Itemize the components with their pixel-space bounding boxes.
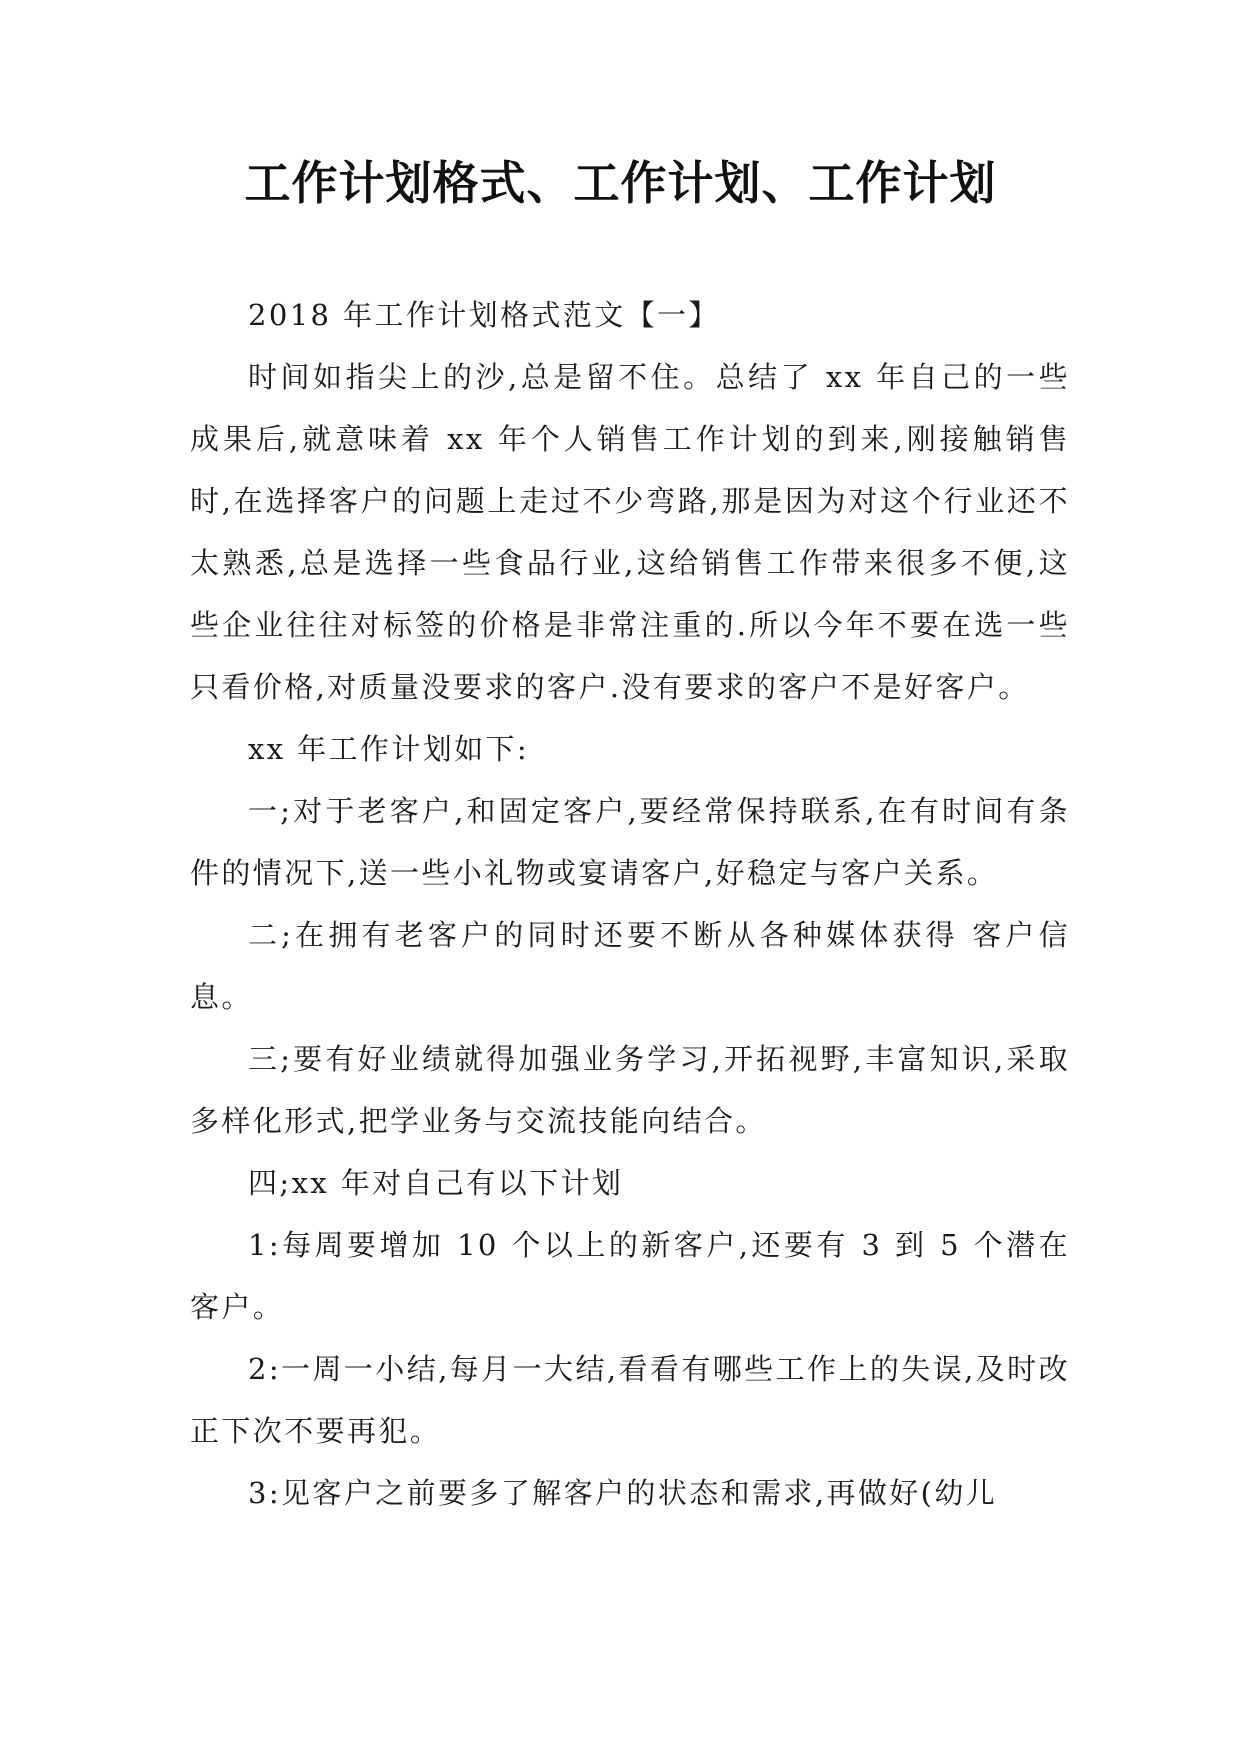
paragraph: xx 年工作计划如下: [248, 732, 530, 766]
paragraph: 1:每周要增加 10 个以上的新客户,还要有 3 到 5 个潜在客户。 [190, 1228, 1070, 1324]
paragraph: 二;在拥有老客户的同时还要不断从各种媒体获得 客户信息。 [190, 918, 1070, 1014]
paragraph: 四;xx 年对自己有以下计划 [248, 1166, 624, 1200]
paragraph: 2:一周一小结,每月一大结,看看有哪些工作上的失误,及时改正下次不要再犯。 [190, 1352, 1070, 1448]
paragraph: 三;要有好业绩就得加强业务学习,开拓视野,丰富知识,采取多样化形式,把学业务与交流技能向结合。 [190, 1042, 1070, 1138]
paragraph: 3:见客户之前要多了解客户的状态和需求,再做好(幼儿 [248, 1476, 998, 1510]
paragraph-heading: 2018 年工作计划格式范文【一】 [248, 298, 720, 332]
document-title: 工作计划格式、工作计划、工作计划 [244, 156, 997, 210]
document-body [190, 284, 1070, 1524]
paragraph: 时间如指尖上的沙,总是留不住。总结了 xx 年自己的一些成果后,就意味着 xx 年个人销售工作计划的到来,刚接触销售时,在选择客户的问题上走过不少弯路,那是因为对这个行业还不太熟悉,总是选择一些食品行业,这给销售工作带来很多不便,这些企业往往对标签的价格是非常注重的.所以今年不要在选一些只看价格,对质量没要求的客户.没有要求的客户不是好客户。 [190, 360, 1070, 704]
paragraph: 一;对于老客户,和固定客户,要经常保持联系,在有时间有条件的情况下,送一些小礼物或宴请客户,好稳定与客户关系。 [190, 794, 1070, 890]
